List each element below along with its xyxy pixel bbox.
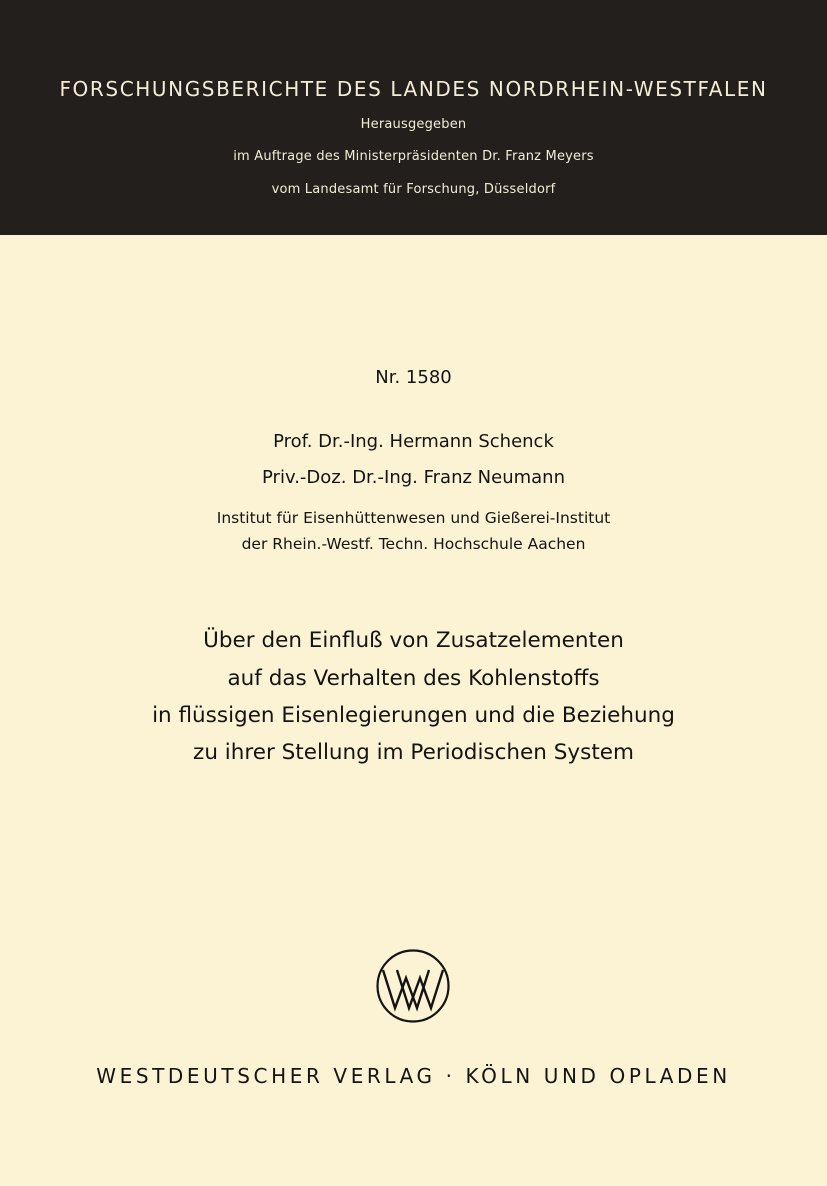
header-band bbox=[0, 0, 827, 235]
institute-line-1: Institut für Eisenhüttenwesen und Gießerei-Institut bbox=[216, 509, 611, 527]
report-number: Nr. 1580 bbox=[375, 367, 452, 388]
publisher-ww-logo-icon bbox=[375, 948, 451, 1024]
book-title-line-4: zu ihrer Stellung im Periodischen System bbox=[193, 740, 634, 765]
author-2: Priv.-Doz. Dr.-Ing. Franz Neumann bbox=[262, 467, 565, 488]
editor-note: Herausgegeben bbox=[360, 117, 467, 132]
book-title-line-1: Über den Einfluß von Zusatzelementen bbox=[203, 628, 624, 653]
series-title: FORSCHUNGSBERICHTE DES LANDES NORDRHEIN-WESTFALEN bbox=[59, 77, 768, 101]
agency-note: vom Landesamt für Forschung, Düsseldorf bbox=[271, 182, 556, 197]
publisher-imprint: WESTDEUTSCHER VERLAG · KÖLN UND OPLADEN bbox=[96, 1064, 731, 1088]
institute-line-2: der Rhein.-Westf. Techn. Hochschule Aachen bbox=[241, 535, 586, 553]
commission-note: im Auftrage des Ministerpräsidenten Dr. Franz Meyers bbox=[233, 149, 594, 164]
book-title-line-2: auf das Verhalten des Kohlenstoffs bbox=[227, 666, 600, 691]
book-title-line-3: in flüssigen Eisenlegierungen und die Beziehung bbox=[152, 703, 675, 728]
author-1: Prof. Dr.-Ing. Hermann Schenck bbox=[273, 431, 554, 452]
